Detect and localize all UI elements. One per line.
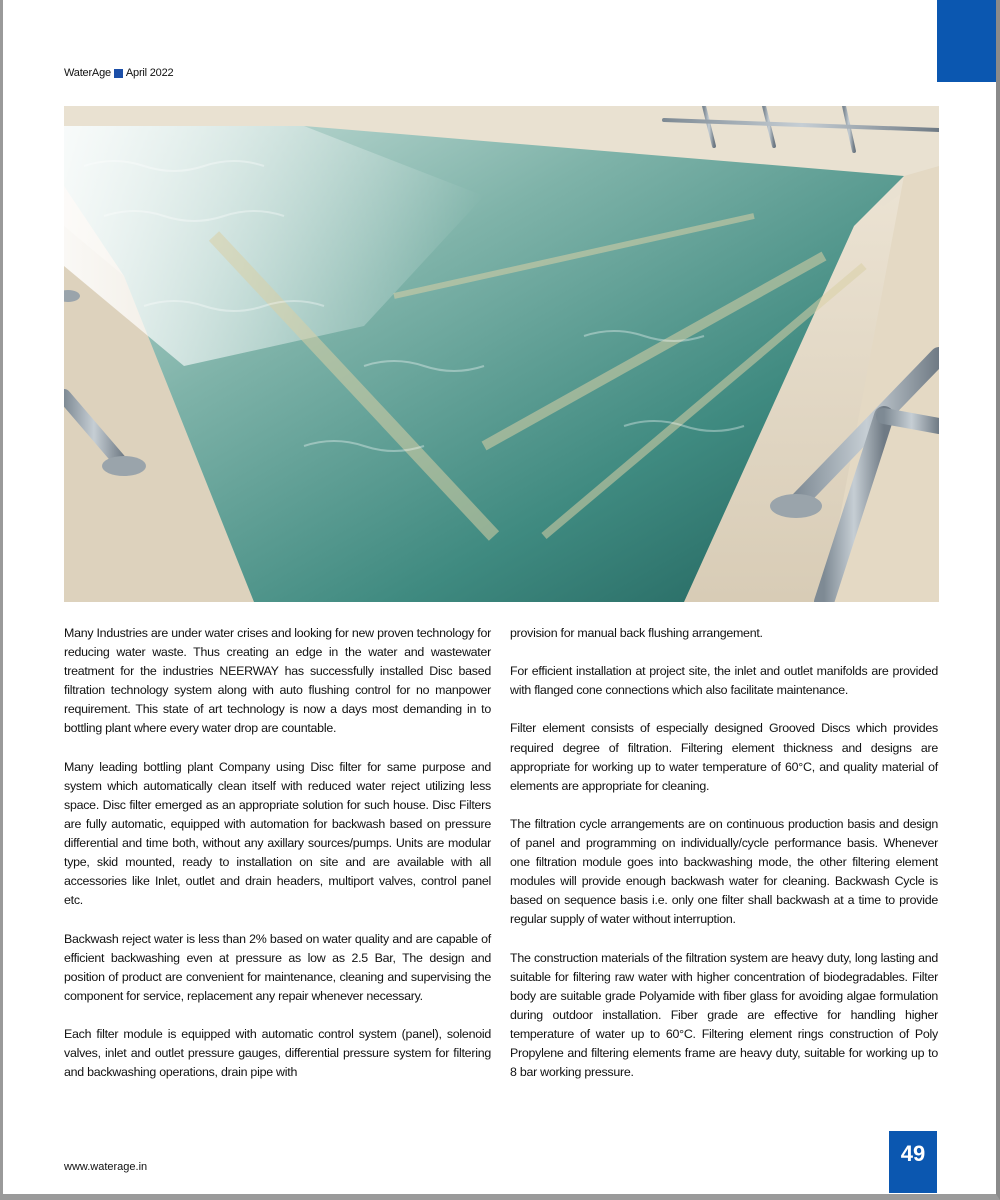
page-number: 49	[889, 1131, 937, 1193]
paragraph: provision for manual back flushing arrangement.	[510, 626, 763, 640]
paragraph: Backwash reject water is less than 2% based on water quality and are capable of efficient backwashing even at pressure as low as 2.5 Bar, The design and position of product are convenient for maintenance, cleaning and supervising the component for service, replacement any repair whenever necessary.	[64, 931, 491, 1003]
paragraph: The construction materials of the filtration system are heavy duty, long lasting and suitable for filtering raw water with higher concentration of biodegradables. Filter body are suitable grade Polyamide with fiber glass for avoiding algae formulation during outdoor installation. Fiber grade are effective for handling higher temperature of water up to 60°C. Filtering element rings construction of Poly Propylene and filtering elements frame are heavy duty, suitable for working up to 8 bar working pressure.	[510, 950, 938, 1080]
website-link[interactable]: www.waterage.in	[64, 1161, 148, 1173]
issue-date: April 2022	[125, 67, 174, 79]
running-head	[64, 67, 173, 79]
square-bullet-icon	[114, 69, 123, 78]
article-column-right	[510, 624, 938, 1101]
corner-accent-block	[937, 0, 996, 82]
paragraph: The filtration cycle arrangements are on continuous production basis and design of panel and programming on individually/cycle performance basis. Whenever one filtration module goes into backwashing mode, the other filtering element modules will provide enough backwash water for cleaning. Backwash Cycle is based on sequence basis i.e. only one filter shall backwash at a time to provide regular supply of water without interruption.	[510, 816, 938, 927]
publication-name: WaterAge	[64, 67, 111, 79]
paragraph: Many leading bottling plant Company using Disc filter for same purpose and system which automatically clean itself with reduced water reject utilizing less space. Disc filter emerged as an appropriate solution for such house. Disc Filters are fully automatic, equipped with automation for backwash based on pressure differential and time both, without any axillary sources/pumps. Units are modular type, skid mounted, ready to installation on site and are available with all accessories like Inlet, outlet and drain headers, multiport valves, control panel etc.	[64, 759, 491, 908]
paragraph: Each filter module is equipped with automatic control system (panel), solenoid valves, inlet and outlet pressure gauges, differential pressure system for filtering and backwashing operations, drain pipe with	[64, 1026, 491, 1080]
paragraph: For efficient installation at project site, the inlet and outlet manifolds are provided with flanged cone connections which also facilitate maintenance.	[510, 664, 938, 698]
paragraph: Filter element consists of especially designed Grooved Discs which provides required degree of filtration. Filtering element thickness and designs are appropriate for working up to water temperature of 60°C, and quality material of elements are appropriate for cleaning.	[510, 721, 938, 793]
filtration-tank-photo	[64, 106, 939, 602]
paragraph: Many Industries are under water crises and looking for new proven technology for reducing water waste. Thus creating an edge in the water and wastewater treatment for the industries NEERWAY has successfully installed Disc based filtration technology system along with auto flushing control for no manpower requirement. This state of art technology is now a days most demanding in to bottling plant where every water drop are countable.	[64, 626, 491, 736]
photo-illustration	[64, 106, 939, 602]
article-column-left	[64, 624, 491, 1101]
